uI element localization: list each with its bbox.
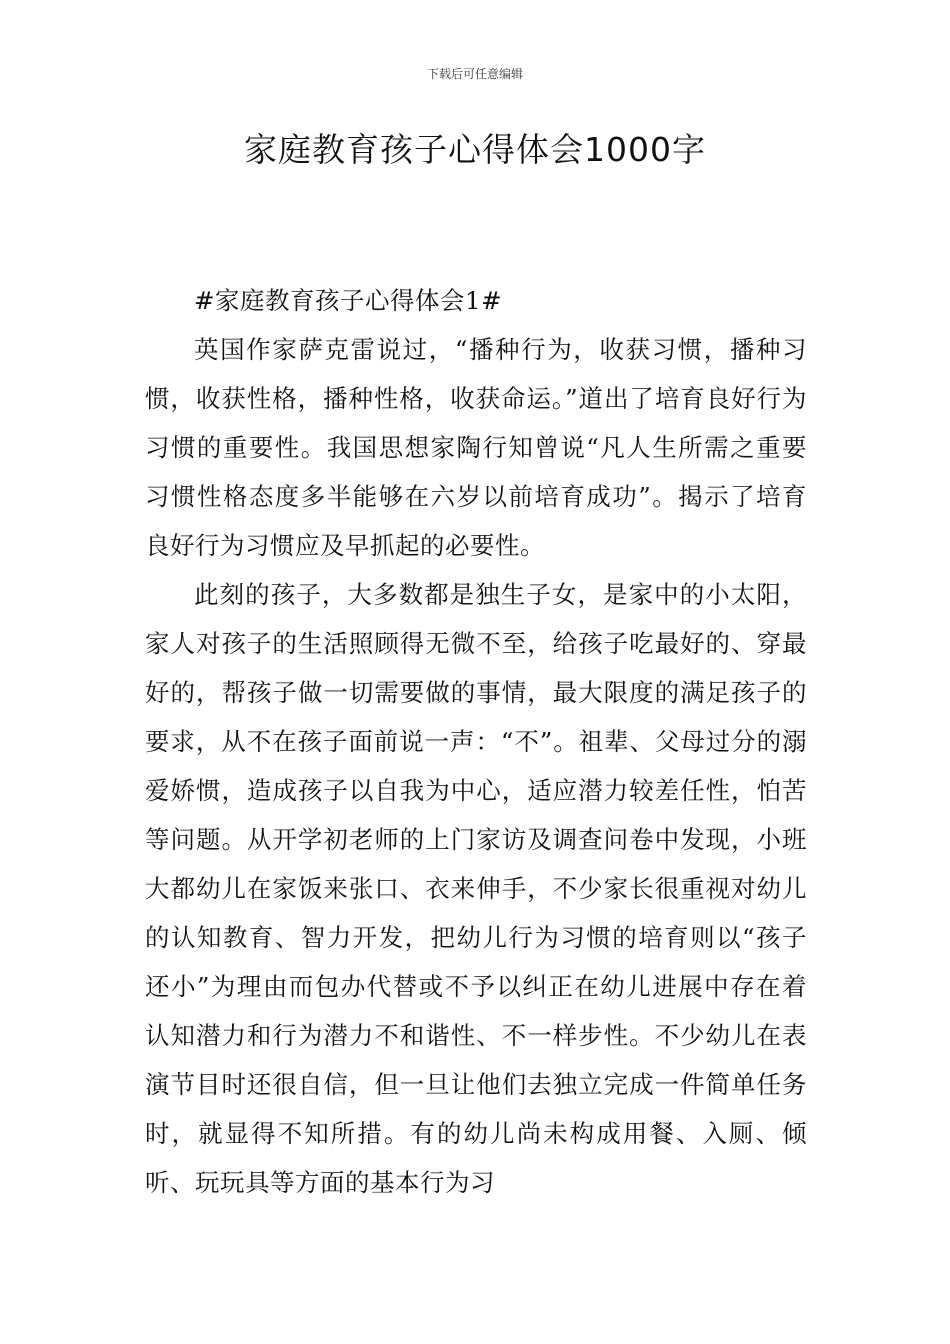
paragraph-2: 此刻的孩子，大多数都是独生子女，是家中的小太阳，家人对孩子的生活照顾得无微不至，给孩子吃最好的、穿最好的，帮孩子做一切需要做的事情，最大限度的满足孩子的要求，从不在孩子面前说一声：“不”。祖辈、父母过分的溺爱娇惯，造成孩子以自我为中心，适应潜力较差任性，怕苦等问题。从开学初老师的上门家访及调查问卷中发现，小班大都幼儿在家饭来张口、衣来伸手，不少家长很重视对幼儿的认知教育、智力开发，把幼儿行为习惯的培育则以“孩子还小”为理由而包办代替或不予以纠正在幼儿进展中存在着认知潜力和行为潜力不和谐性、不一样步性。不少幼儿在表演节目时还很自信，但一旦让他们去独立完成一件简单任务时，就显得不知所措。有的幼儿尚未构成用餐、入厕、倾听、玩玩具等方面的基本行为习 (145, 580, 807, 1197)
document-title: 家庭教育孩子心得体会1000字 (244, 130, 706, 169)
header-note: 下载后可任意编辑 (426, 67, 523, 81)
section-heading: #家庭教育孩子心得体会1# (194, 286, 503, 315)
document-body (145, 276, 807, 1207)
paragraph-1: 英国作家萨克雷说过，“播种行为，收获习惯，播种习惯，收获性格，播种性格，收获命运。”道出了培育良好行为习惯的重要性。我国思想家陶行知曾说“凡人生所需之重要习惯性格态度多半能够在六岁以前培育成功”。揭示了培育良好行为习惯应及早抓起的必要性。 (145, 335, 807, 560)
